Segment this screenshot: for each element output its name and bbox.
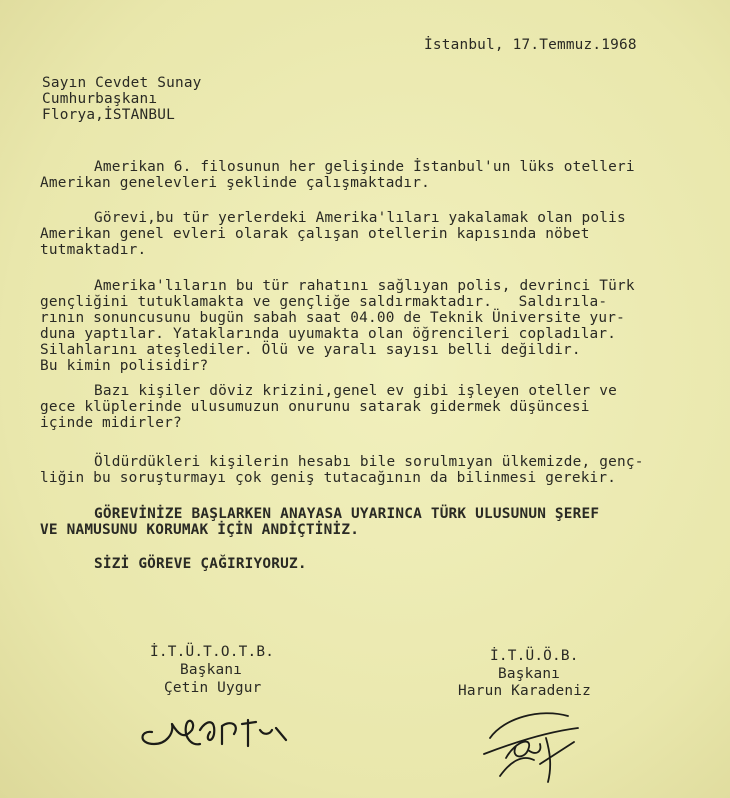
paragraph-3-line: Bu kimin polisidir? bbox=[40, 358, 209, 374]
right-signatory-title: Başkanı bbox=[498, 666, 561, 682]
paragraph-3-line: duna yaptılar. Yataklarında uyumakta olan öğrencileri copladılar. bbox=[40, 326, 617, 342]
left-handwritten-signature bbox=[130, 700, 300, 760]
paragraph-5-line: liğin bu soruşturmayı çok geniş tutacağının da bilinmesi gerekir. bbox=[40, 470, 617, 486]
paragraph-2-line: tutmaktadır. bbox=[40, 242, 147, 258]
place-date: İstanbul, 17.Temmuz.1968 bbox=[424, 37, 637, 53]
recipient-name: Sayın Cevdet Sunay bbox=[42, 75, 202, 91]
left-signatory-org: İ.T.Ü.T.O.T.B. bbox=[150, 644, 275, 660]
paragraph-5-line: Öldürdükleri kişilerin hesabı bile sorulmıyan ülkemizde, genç- bbox=[94, 454, 644, 470]
paragraph-4-line: Bazı kişiler döviz krizini,genel ev gibi işleyen oteller ve bbox=[94, 383, 617, 399]
paragraph-7-closing: SİZİ GÖREVE ÇAĞIRIYORUZ. bbox=[94, 556, 307, 572]
paragraph-2-line: Görevi,bu tür yerlerdeki Amerika'lıları yakalamak olan polis bbox=[94, 210, 626, 226]
recipient-address: Florya,İSTANBUL bbox=[42, 107, 175, 123]
paragraph-4-line: gece klüplerinde ulusumuzun onurunu satarak gidermek düşüncesi bbox=[40, 399, 590, 415]
paragraph-2-line: Amerikan genel evleri olarak çalışan otellerin kapısında nöbet bbox=[40, 226, 590, 242]
paragraph-3-line: gençliğini tutuklamakta ve gençliğe saldırmaktadır. Saldırıla- bbox=[40, 294, 608, 310]
paragraph-3-line: rının sonuncusunu bugün sabah saat 04.00 de Teknik Üniversite yur- bbox=[40, 310, 626, 326]
left-signatory-title: Başkanı bbox=[180, 662, 243, 678]
right-signatory-name: Harun Karadeniz bbox=[458, 683, 591, 699]
paragraph-4-line: içinde midirler? bbox=[40, 415, 182, 431]
paragraph-1-line: Amerikan 6. filosunun her gelişinde İstanbul'un lüks otelleri bbox=[94, 159, 635, 175]
paragraph-1-line: Amerikan genelevleri şeklinde çalışmaktadır. bbox=[40, 175, 431, 191]
paragraph-6-line: GÖREVİNİZE BAŞLARKEN ANAYASA UYARINCA TÜRK ULUSUNUN ŞEREF bbox=[94, 506, 600, 522]
right-signatory-org: İ.T.Ü.Ö.B. bbox=[490, 648, 579, 664]
paragraph-3-line: Amerika'lıların bu tür rahatını sağlıyan polis, devrinci Türk bbox=[94, 278, 635, 294]
paragraph-6-line: VE NAMUSUNU KORUMAK İÇİN ANDİÇTİNİZ. bbox=[40, 522, 360, 538]
recipient-title: Cumhurbaşkanı bbox=[42, 91, 158, 107]
paragraph-3-line: Silahlarını ateşlediler. Ölü ve yaralı sayısı belli değildir. bbox=[40, 342, 581, 358]
right-handwritten-signature bbox=[470, 698, 610, 788]
left-signatory-name: Çetin Uygur bbox=[164, 680, 262, 696]
